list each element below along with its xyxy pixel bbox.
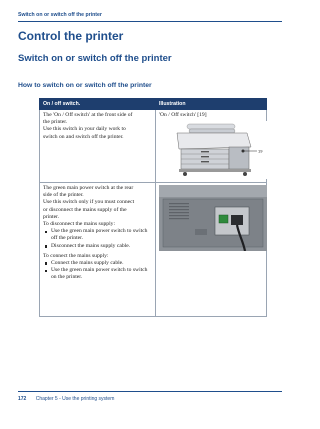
text-line: Use this switch only if you must connect xyxy=(43,199,135,206)
table-header-row xyxy=(40,99,267,110)
table-cell-illustration xyxy=(156,110,267,183)
list-item: Disconnect the mains supply cable. xyxy=(43,243,152,250)
table-cell-description xyxy=(40,110,156,183)
running-header: Switch on or switch off the printer xyxy=(18,12,102,18)
table-cell-description xyxy=(40,183,156,317)
connect-steps-list xyxy=(43,260,152,282)
page-footer xyxy=(18,396,114,402)
text-line: To disconnect the mains supply: xyxy=(43,221,116,228)
table-header-switch: On / off switch. xyxy=(40,99,156,110)
printer-front-illustration xyxy=(159,121,267,179)
text-line: printer. xyxy=(43,213,59,220)
table-header-illustration: Illustration xyxy=(156,99,267,110)
page-title: Control the printer xyxy=(18,29,124,43)
header-rule xyxy=(18,21,282,22)
callout-number: 19 xyxy=(258,148,263,154)
text-line: To connect the mains supply: xyxy=(43,252,109,259)
disconnect-steps-list xyxy=(43,228,152,250)
text-line: the printer. xyxy=(43,119,68,126)
text-line: The green main power switch at the rear xyxy=(43,185,134,191)
procedure-heading: How to switch on or switch off the printer xyxy=(18,82,152,89)
list-item: Use the green main power switch to switch off the printer. xyxy=(43,228,152,242)
list-item: Connect the mains supply cable. xyxy=(43,260,152,267)
list-item: Use the green main power switch to switch on the printer. xyxy=(43,267,152,281)
table-cell-illustration xyxy=(156,183,267,317)
chapter-title: Chapter 5 - Use the printing system xyxy=(35,396,115,402)
procedure-table xyxy=(39,98,267,317)
text-line: Use this switch in your daily work to xyxy=(43,126,126,133)
table-row xyxy=(40,110,267,183)
text-line: switch on and switch off the printer. xyxy=(43,133,124,140)
text-line: or disconnect the mains supply of the xyxy=(43,206,127,213)
page-number: 172 xyxy=(18,396,27,402)
section-heading: Switch on or switch off the printer xyxy=(18,53,172,64)
table-row xyxy=(40,183,267,317)
text-line: The 'On / Off switch' at the front side of xyxy=(43,112,133,118)
illustration-caption: 'On / Off switch' [19] xyxy=(159,112,207,118)
rear-power-switch-photo xyxy=(159,185,267,251)
text-line: side of the printer. xyxy=(43,192,84,199)
footer-rule xyxy=(18,391,282,392)
